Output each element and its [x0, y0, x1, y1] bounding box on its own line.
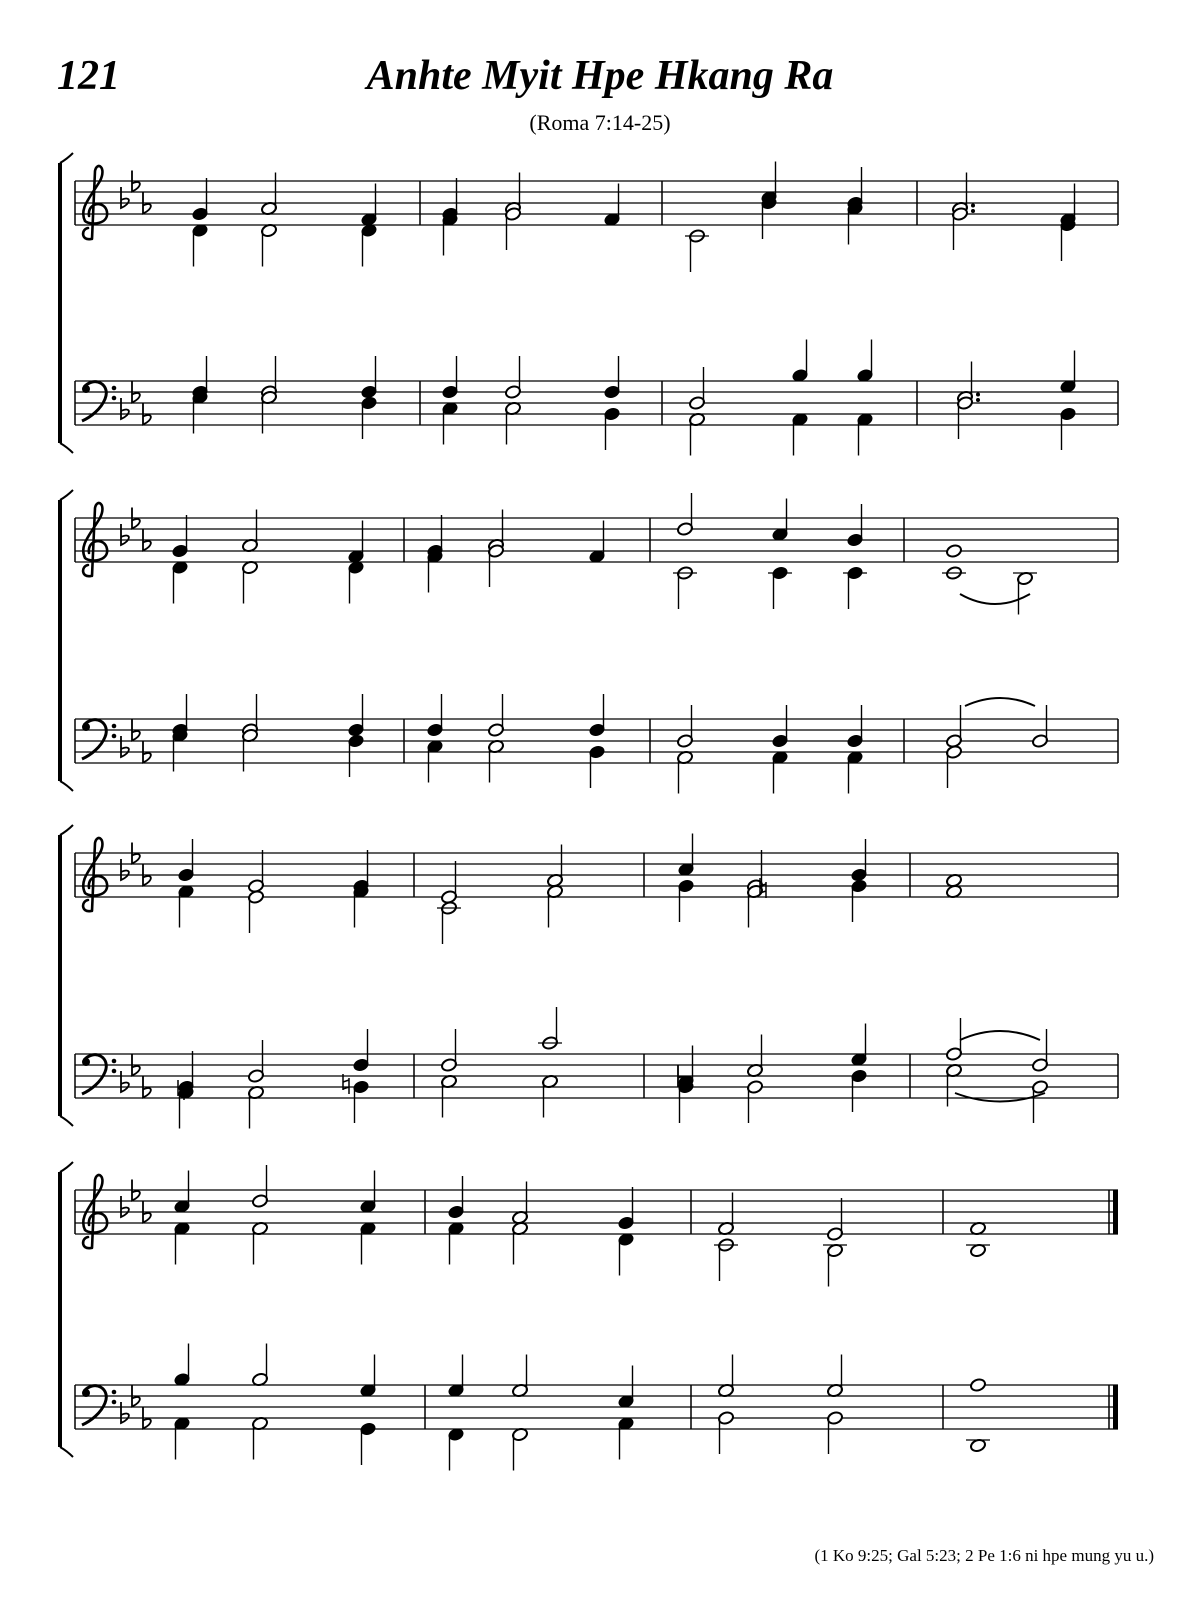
tie — [960, 594, 1030, 604]
bass-clef-dot — [112, 1390, 117, 1395]
tenor-note — [969, 1378, 986, 1393]
bass-clef-dot — [82, 385, 90, 393]
treble-staff — [75, 1190, 1118, 1234]
final-bar-thick — [1113, 1385, 1118, 1429]
bass-staff — [75, 1385, 1118, 1429]
key-signature-flat — [121, 398, 129, 419]
natural-sign — [343, 1074, 349, 1094]
augmentation-dot — [976, 393, 980, 397]
bass-clef-dot — [112, 1069, 117, 1074]
bass-clef-dot — [82, 1058, 90, 1066]
key-signature-flat — [121, 859, 129, 880]
key-signature-flat — [121, 736, 129, 757]
scripture-reference: (Roma 7:14-25) — [529, 110, 671, 135]
tie — [965, 698, 1035, 706]
tie — [955, 1093, 1045, 1102]
augmentation-dot — [971, 209, 975, 213]
augmentation-dot — [976, 398, 980, 402]
key-signature-flat — [121, 1196, 129, 1217]
bass-clef-dot — [112, 1059, 117, 1064]
key-signature-flat — [121, 524, 129, 545]
key-signature-flat — [121, 1071, 129, 1092]
final-bar-thick — [1113, 1190, 1118, 1234]
key-signature-flat — [121, 187, 129, 208]
soprano-note — [945, 544, 962, 559]
hymn-number: 121 — [57, 53, 120, 99]
key-signature-flat — [121, 1402, 129, 1423]
augmentation-dot — [971, 204, 975, 208]
bass-staff — [75, 1054, 1118, 1098]
bass-clef-dot — [112, 396, 117, 401]
hymn-title: Anhte Myit Hpe Hkang Ra — [366, 53, 834, 99]
bass-clef-dot — [112, 734, 117, 739]
cross-reference-footnote: (1 Ko 9:25; Gal 5:23; 2 Pe 1:6 ni hpe mung yu u.) — [814, 1546, 1154, 1565]
bass-clef-dot — [82, 1389, 90, 1397]
bass-clef-dot — [112, 724, 117, 729]
bass-clef-dot — [82, 723, 90, 731]
tie — [960, 1031, 1040, 1040]
bass-clef-dot — [112, 1400, 117, 1405]
bass-clef-dot — [112, 386, 117, 391]
